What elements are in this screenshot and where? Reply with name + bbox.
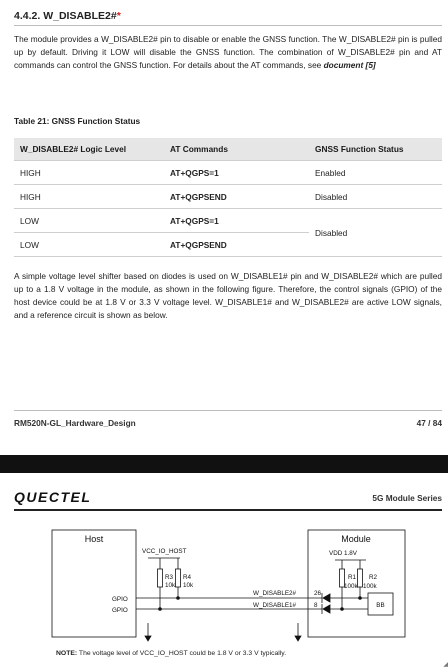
logic-level-cell: HIGH	[14, 161, 164, 185]
footer-divider	[14, 410, 442, 411]
pin-26-label: 26	[314, 590, 322, 597]
diode-icon	[323, 594, 330, 602]
gnss-status-table	[14, 138, 442, 257]
page-separator	[0, 455, 448, 473]
r1-value: 100k	[344, 583, 358, 590]
r2-label: R2	[369, 574, 378, 581]
diode-icon	[323, 605, 330, 613]
table-header-row	[14, 138, 442, 161]
gnss-status-cell: Enabled	[309, 161, 442, 185]
logic-level-cell: LOW	[14, 233, 164, 257]
table-row	[14, 185, 442, 209]
r3-value: 10k	[165, 582, 176, 589]
intro-paragraph: The module provides a W_DISABLE2# pin to disable or enable the GNSS function. The W_DISABLE2# pin is pulled up by default. Driving it LOW will disable the GNSS function. The combination of W_DISABLE2# pin and AT commands can control the GNSS function. For details about the AT commands, see document [5]	[14, 34, 442, 70]
quectel-logo: QUECTEL	[14, 489, 92, 505]
at-command-cell: AT+QGPS=1	[164, 161, 309, 185]
r3-label: R3	[165, 574, 174, 581]
manual-page-48	[0, 473, 448, 668]
r3-resistor	[158, 569, 163, 587]
section-star: *	[116, 10, 121, 22]
at-command-cell: AT+QGPS=1	[164, 209, 309, 233]
description-paragraph: A simple voltage level shifter based on diodes is used on W_DISABLE1# pin and W_DISABLE2# which are pulled up to a 1.8 V voltage in the module, as shown in the following figure. Therefore, the control signals (GPIO) of the host device could be at 1.8 V or 3.3 V voltage level. W_DISABLE1# and W_DISABLE2# are active LOW signals, and a reference circuit is shown as below.	[14, 271, 442, 320]
table-row	[14, 209, 442, 233]
table-caption: Table 21: GNSS Function Status	[14, 116, 141, 126]
junction-dot	[177, 597, 180, 600]
host-label: Host	[84, 534, 104, 544]
page-number: 47 / 84	[416, 418, 442, 428]
ground-arrow-icon	[295, 636, 301, 641]
logic-level-cell: HIGH	[14, 185, 164, 209]
note-label: NOTE:	[56, 650, 78, 657]
r4-resistor	[176, 569, 181, 587]
section-divider	[14, 25, 442, 26]
table-row	[14, 161, 442, 185]
r2-value: 100k	[363, 583, 377, 590]
document-name: RM520N-GL_Hardware_Design	[14, 418, 136, 428]
gpio-2-label: GPIO	[112, 607, 128, 614]
baseband-label: BB	[376, 602, 385, 609]
at-command-cell: AT+QGPSEND	[164, 233, 309, 257]
w-disable1-label: W_DISABLE1#	[253, 602, 297, 609]
gnss-status-cell: Disabled	[309, 209, 442, 257]
section-title: 4.4.2. W_DISABLE2#*	[14, 10, 121, 22]
ground-arrow-icon	[145, 636, 151, 641]
gpio-1-label: GPIO	[112, 596, 128, 603]
vcc-host-label: VCC_IO_HOST	[142, 548, 187, 555]
corner-mark: ◢	[443, 662, 448, 668]
column-header: GNSS Function Status	[309, 138, 442, 161]
series-label: 5G Module Series	[372, 493, 442, 503]
junction-dot	[341, 608, 344, 611]
circuit-note: NOTE: The voltage level of VCC_IO_HOST could be 1.8 V or 3.3 V typically.	[56, 650, 287, 657]
reference-circuit-diagram	[0, 473, 448, 664]
w-disable2-label: W_DISABLE2#	[253, 590, 297, 597]
gnss-status-cell: Disabled	[309, 185, 442, 209]
at-command-cell: AT+QGPSEND	[164, 185, 309, 209]
junction-dot	[359, 597, 362, 600]
logic-level-cell: LOW	[14, 209, 164, 233]
column-header: W_DISABLE2# Logic Level	[14, 138, 164, 161]
junction-dot	[159, 608, 162, 611]
r1-label: R1	[348, 574, 357, 581]
r4-label: R4	[183, 574, 192, 581]
column-header: AT Commands	[164, 138, 309, 161]
module-label: Module	[341, 534, 371, 544]
r4-value: 10k	[183, 582, 194, 589]
r2-resistor	[358, 569, 363, 587]
host-box	[52, 530, 136, 637]
pin-8-label: 8	[314, 602, 318, 609]
document-reference[interactable]: document [5]	[323, 60, 376, 70]
vdd-module-label: VDD 1.8V	[329, 550, 357, 557]
